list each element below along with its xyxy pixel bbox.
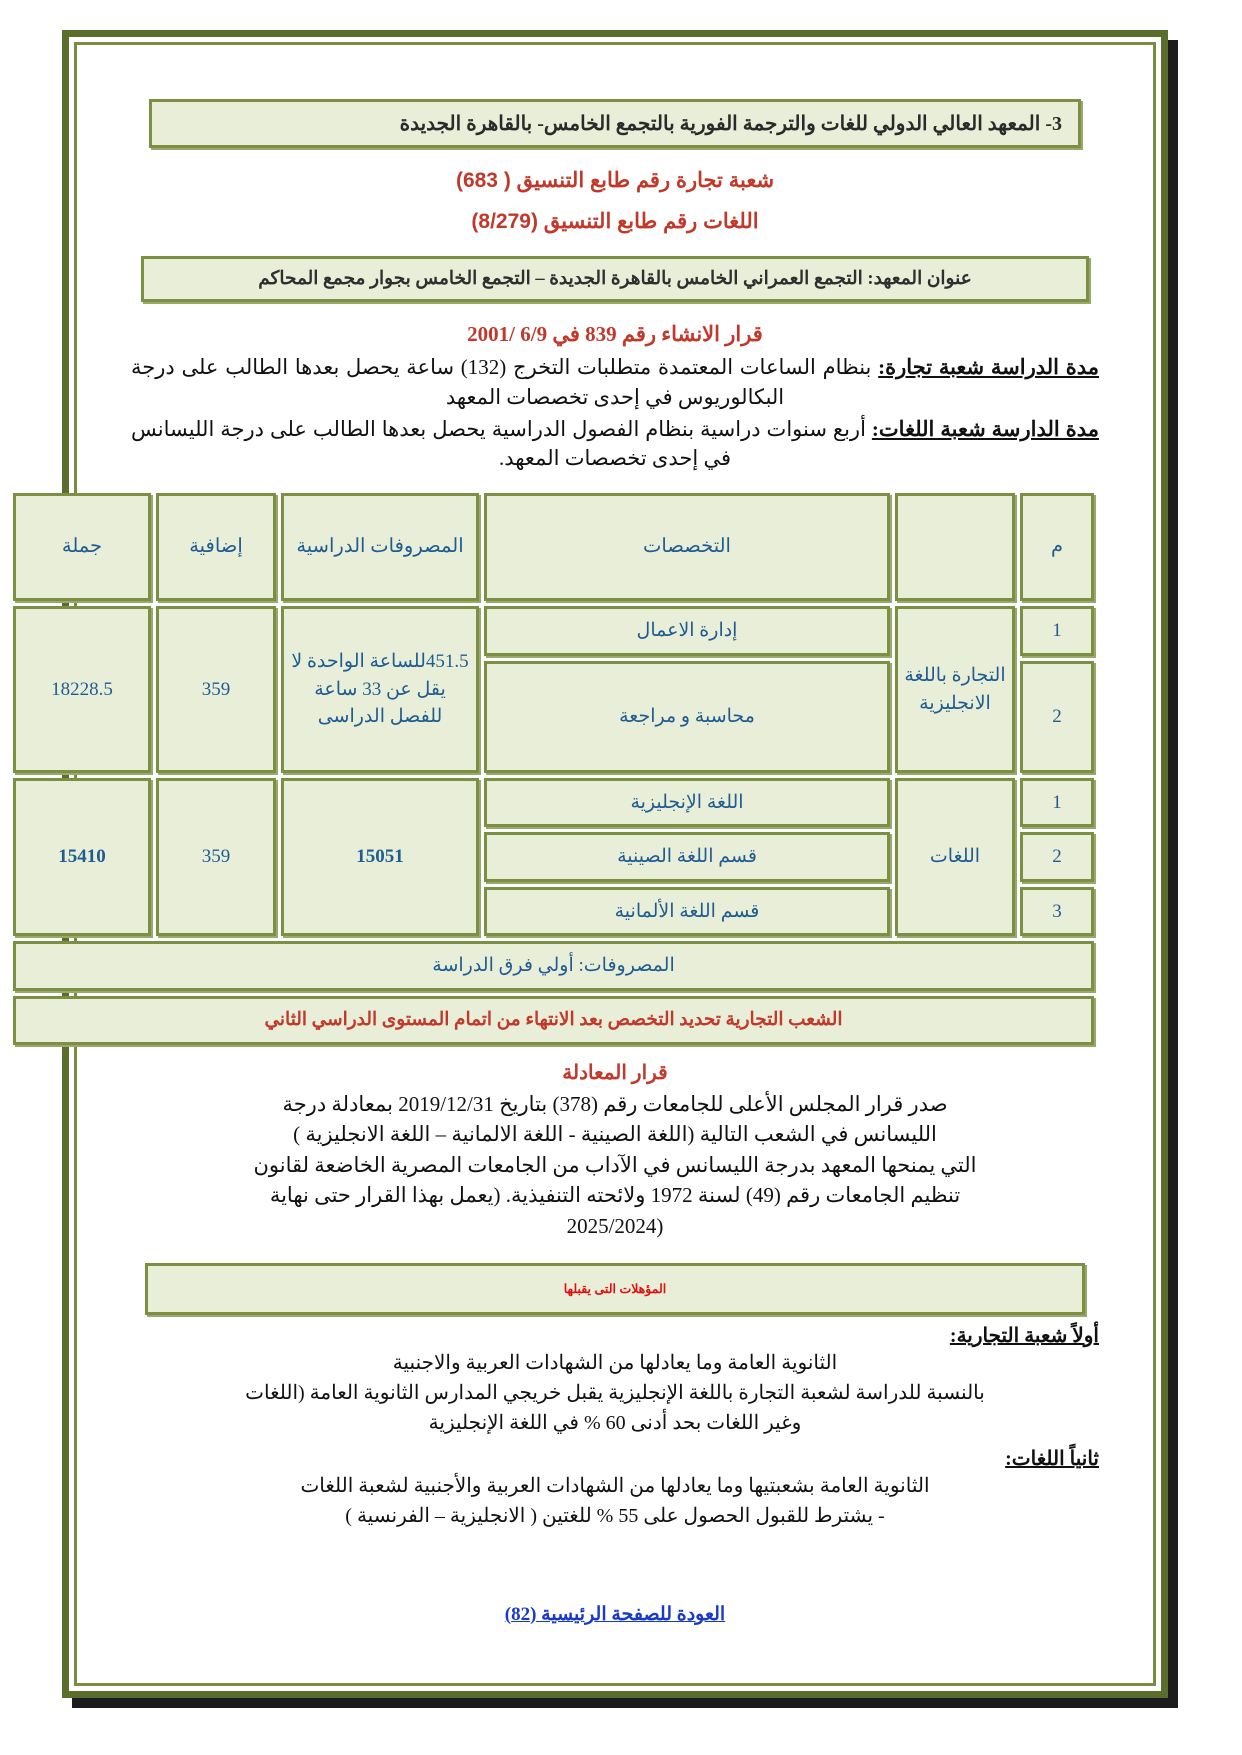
back-to-home-link[interactable]: العودة للصفحة الرئيسية (82)	[504, 1603, 726, 1625]
qualifications-languages-line-2: - يشترط للقبول الحصول على 55 % للغتين ( الانجليزية – الفرنسية )	[345, 1504, 885, 1527]
duration-languages-text: أربع سنوات دراسية بنظام الفصول الدراسية يحصل بعدها الطالب على درجة الليسانس في إحدى تخصصات المعهد.	[131, 416, 866, 471]
group-extra-commerce: 359	[156, 606, 276, 773]
qualifications-commerce-line-3: وغير اللغات بحد أدنى 60 % في اللغة الإنجليزية	[428, 1411, 802, 1434]
table-note-row	[13, 996, 1094, 1045]
equivalency-line-2: الليسانس في الشعب التالية (اللغة الصينية - اللغة الالمانية – اللغة الانجليزية )	[293, 1122, 937, 1147]
qualifications-languages-heading: ثانياً اللغات:	[1005, 1447, 1099, 1470]
qualifications-commerce-line-2: بالنسبة للدراسة لشعبة التجارة باللغة الإنجليزية يقبل خريجي المدارس الثانوية العامة (اللغات	[245, 1381, 985, 1404]
equivalency-line-1: صدر قرار المجلس الأعلى للجامعات رقم (378) بتاريخ 2019/12/31 بمعادلة درجة	[282, 1091, 948, 1116]
group-extra-languages: 359	[156, 778, 276, 937]
footer	[131, 1603, 1099, 1626]
equivalency-line-3: التي يمنحها المعهد بدرجة الليسانس في الآداب من الجامعات المصرية الخاضعة لقانون	[253, 1152, 977, 1177]
specializations-fees-table	[8, 488, 1099, 1050]
establishment-decree-line: قرار الانشاء رقم 839 في 6/9 /2001	[467, 322, 763, 346]
spec-name: محاسبة و مراجعة	[484, 661, 890, 773]
header-total: جملة	[13, 493, 151, 601]
group-name-languages: اللغات	[895, 778, 1015, 937]
row-num: 1	[1020, 778, 1094, 828]
header-fees: المصروفات الدراسية	[281, 493, 479, 601]
header-num: م	[1020, 493, 1094, 601]
spec-name: اللغة الإنجليزية	[484, 778, 890, 828]
table-note-row	[13, 941, 1094, 991]
note-fees-first-year: المصروفات: أولي فرق الدراسة	[13, 941, 1094, 991]
row-num: 3	[1020, 887, 1094, 937]
coordination-commerce-line: شعبة تجارة رقم طابع التنسيق ( 683)	[455, 169, 775, 192]
duration-languages-label: مدة الدارسة شعبة اللغات:	[871, 416, 1099, 441]
table-row	[13, 606, 1094, 656]
row-num: 2	[1020, 661, 1094, 773]
qualifications-commerce-line-1: الثانوية العامة وما يعادلها من الشهادات العربية والاجنبية	[392, 1351, 838, 1374]
table-header-row	[13, 493, 1094, 601]
duration-languages-paragraph	[131, 415, 1099, 475]
group-total-commerce: 18228.5	[13, 606, 151, 773]
group-name-commerce: التجارة باللغة الانجليزية	[895, 606, 1015, 773]
qualifications-banner-label: المؤهلات التى يقبلها	[563, 1281, 667, 1296]
group-fees-commerce: 451.5للساعة الواحدة لا يقل عن 33 ساعة للفصل الدراسى	[281, 606, 479, 773]
spec-name: قسم اللغة الصينية	[484, 832, 890, 882]
equivalency-line-5: (2025/2024	[566, 1213, 664, 1238]
document-content	[51, 37, 1161, 1691]
spec-name: قسم اللغة الألمانية	[484, 887, 890, 937]
institute-address-banner: عنوان المعهد: التجمع العمراني الخامس بالقاهرة الجديدة – التجمع الخامس بجوار مجمع المحاكم	[141, 256, 1089, 302]
header-group	[895, 493, 1015, 601]
qualifications-languages-line-1: الثانوية العامة بشعبتيها وما يعادلها من الشهادات العربية والأجنبية لشعبة اللغات	[300, 1474, 930, 1497]
equivalency-title: قرار المعادلة	[562, 1061, 668, 1084]
qualifications-banner	[145, 1263, 1085, 1315]
row-num: 1	[1020, 606, 1094, 656]
table-row	[13, 778, 1094, 828]
coordination-languages-line: اللغات رقم طابع التنسيق (8/279)	[471, 210, 759, 233]
page-frame	[51, 30, 1168, 1698]
note-commerce-specialization: الشعب التجارية تحديد التخصص بعد الانتهاء من اتمام المستوى الدراسي الثاني	[13, 996, 1094, 1045]
duration-commerce-text: بنظام الساعات المعتمدة متطلبات التخرج (132) ساعة يحصل بعدها الطالب على درجة البكالوريوس في إحدى تخصصات المعهد	[131, 355, 872, 409]
group-fees-languages: 15051	[281, 778, 479, 937]
header-extra: إضافية	[156, 493, 276, 601]
group-total-languages: 15410	[13, 778, 151, 937]
equivalency-line-4: تنظيم الجامعات رقم (49) لسنة 1972 ولائحته التنفيذية. (يعمل بهذا القرار حتى نهاية	[269, 1183, 961, 1208]
institute-title-banner: 3- المعهد العالي الدولي للغات والترجمة الفورية بالتجمع الخامس- بالقاهرة الجديدة	[149, 99, 1081, 148]
header-spec: التخصصات	[484, 493, 890, 601]
duration-commerce-label: مدة الدراسة شعبة تجارة:	[878, 355, 1099, 379]
row-num: 2	[1020, 832, 1094, 882]
qualifications-commerce-heading: أولاً شعبة التجارية:	[949, 1324, 1099, 1347]
spec-name: إدارة الاعمال	[484, 606, 890, 656]
duration-commerce-paragraph	[131, 353, 1099, 413]
